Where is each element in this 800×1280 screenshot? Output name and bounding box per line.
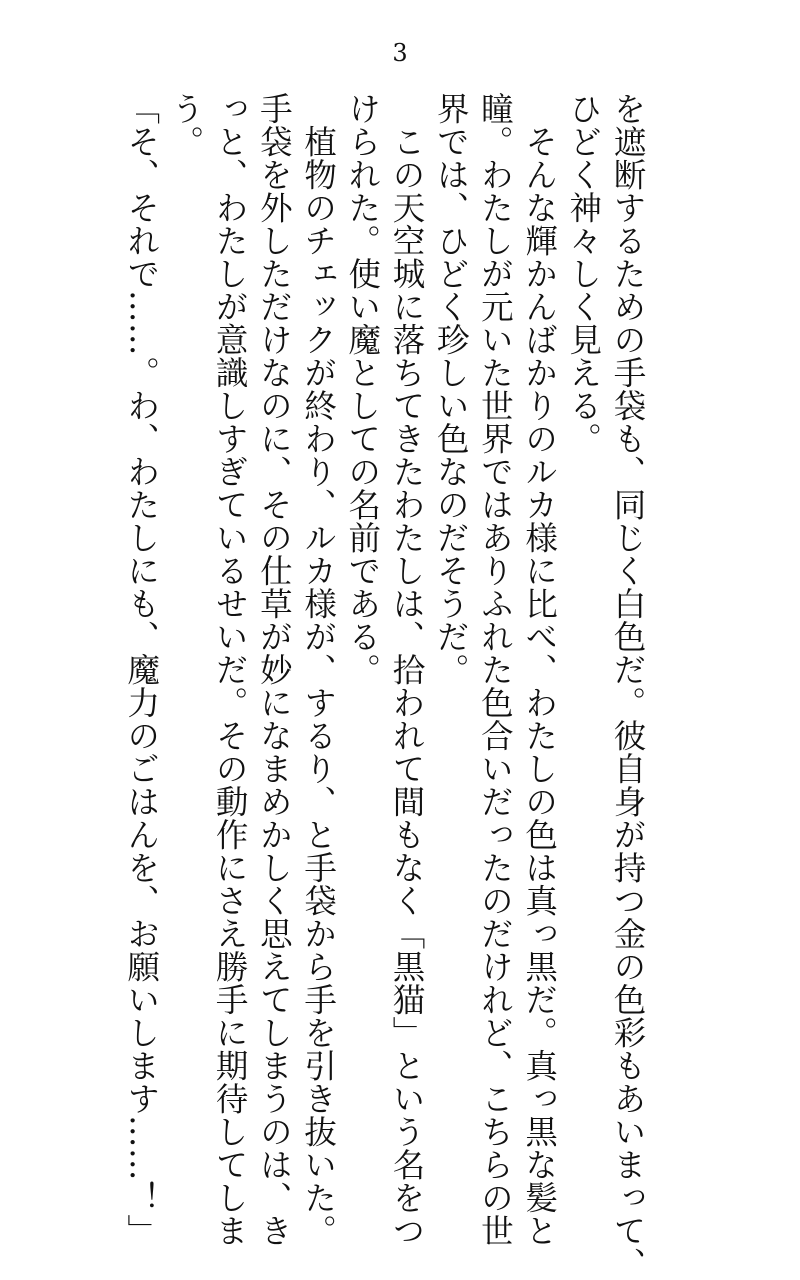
text-line: 「そ、それで……。わ、わたしにも、魔力のごはんを、お願いします……！」 — [122, 92, 161, 1247]
text-line: そんな輝かんばかりのルカ様に比べ、わたしの色は真っ黒だ。真っ黒な髪と — [520, 92, 559, 1247]
text-line: ひどく神々しく見える。 — [564, 92, 603, 455]
text-line: 瞳。わたしが元いた世界ではありふれた色合いだったのだけれど、こちらの世 — [476, 92, 515, 1247]
text-line: 植物のチェックが終わり、ルカ様が、するり、と手袋から手を引き抜いた。 — [299, 92, 338, 1247]
text-line: を遮断するための手袋も、同じく白色だ。彼自身が持つ金の色彩もあいまって、 — [609, 92, 647, 1280]
text-line: う。 — [166, 92, 205, 158]
text-line: 界では、ひどく珍しい色なのだそうだ。 — [432, 92, 471, 686]
text-line: っと、わたしが意識しすぎているせいだ。その動作にさえ勝手に期待してしま — [211, 92, 250, 1247]
novel-text-body — [120, 92, 650, 1280]
text-line: 手袋を外しただけなのに、その仕草が妙になまめかしく思えてしまうのは、き — [255, 92, 294, 1247]
text-line: この天空城に落ちてきたわたしは、拾われて間もなく「黒猫」という名をつ — [387, 92, 426, 1247]
text-line: けられた。使い魔としての名前である。 — [343, 92, 382, 686]
page-number: 3 — [392, 39, 408, 67]
